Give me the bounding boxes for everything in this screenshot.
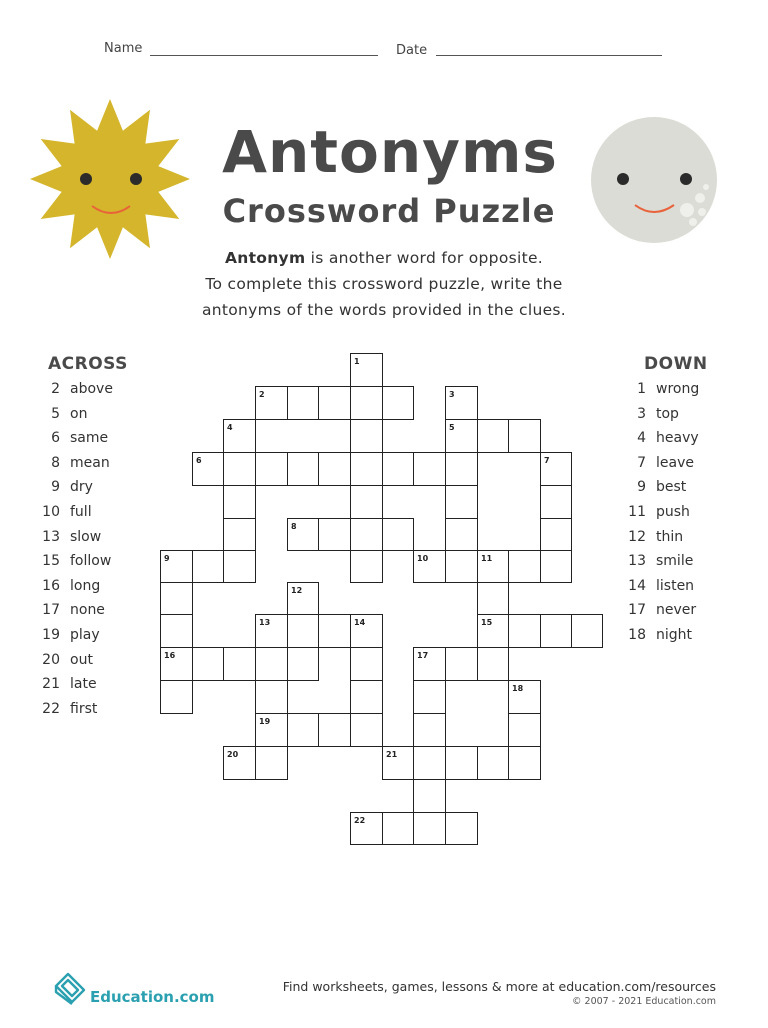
crossword-cell[interactable] [288,714,319,747]
across-clue-word: late [70,676,97,693]
down-clue-number: 7 [637,454,646,471]
clue-number-label: 11 [481,554,493,563]
crossword-cell[interactable] [351,519,383,551]
crossword-cell[interactable] [288,648,319,681]
crossword-cell[interactable] [224,519,256,551]
crossword-cell[interactable] [351,486,383,519]
clue-number-label: 9 [164,554,170,563]
crossword-cell[interactable] [541,519,572,551]
name-label: Name [104,41,143,56]
down-clue-word: listen [656,577,695,594]
crossword-cell[interactable] [224,453,256,486]
crossword-cell[interactable] [383,387,414,420]
clue-number-label: 4 [227,423,233,432]
page-subtitle: Crossword Puzzle [222,192,556,230]
crossword-cell[interactable] [446,648,478,681]
intro-bold-word: Antonym [224,249,306,267]
across-clue-number: 8 [51,454,60,471]
crossword-cell[interactable] [509,615,541,648]
clue-number-label: 8 [291,522,297,531]
clue-number-label: 13 [259,618,271,627]
clue-number-label: 16 [164,651,176,660]
clue-number-label: 20 [227,750,239,759]
crossword-cell[interactable] [351,681,383,714]
crossword-cell[interactable] [478,420,509,453]
crossword-cell[interactable] [351,714,383,747]
down-heading: DOWN [644,354,708,374]
crossword-cell[interactable] [319,453,351,486]
down-clue-word: wrong [656,381,700,397]
across-clue-word: out [70,651,93,668]
across-clue-number: 15 [42,553,60,570]
down-clue-word: heavy [656,430,699,447]
down-clue-word: never [656,602,697,619]
crossword-cell[interactable] [478,648,509,681]
crossword-cell[interactable] [383,813,414,845]
across-clue-number: 16 [42,577,60,594]
crossword-cell[interactable] [319,519,351,551]
across-clue-word: long [70,577,101,594]
across-clue-number: 17 [42,602,60,619]
crossword-cell[interactable] [256,681,288,714]
across-clue-number: 22 [42,700,60,717]
crossword-cell[interactable] [509,420,541,453]
across-clue-number: 21 [42,676,60,693]
crossword-cell[interactable] [288,387,319,420]
down-clue-word: thin [656,528,684,545]
down-clue-word: best [656,479,687,496]
crossword-cell[interactable] [319,387,351,420]
down-clue-word: smile [656,553,694,570]
down-clue-number: 9 [637,479,646,496]
crossword-cell[interactable] [572,615,603,648]
clue-number-label: 5 [449,423,455,432]
crossword-cell[interactable] [256,747,288,780]
crossword-cell[interactable] [319,615,351,648]
crossword-cell[interactable] [414,453,446,486]
crossword-cell[interactable] [351,453,383,486]
across-clue-word: on [70,405,88,422]
clue-number-label: 6 [196,456,202,465]
down-clue-number: 3 [637,405,646,422]
crossword-cell[interactable] [224,648,256,681]
crossword-cell[interactable] [541,615,572,648]
clue-number-label: 10 [417,554,429,563]
crossword-cell[interactable] [224,486,256,519]
across-clue-word: slow [70,528,102,545]
crossword-cell[interactable] [446,519,478,551]
crossword-cell[interactable] [446,551,478,583]
crossword-cell[interactable] [288,453,319,486]
clue-number-label: 21 [386,750,398,759]
page-title: Antonyms [222,118,558,186]
down-clue-word: leave [656,454,694,471]
footer-copyright: © 2007 - 2021 Education.com [572,996,716,1007]
crossword-cell[interactable] [161,615,193,648]
crossword-cell[interactable] [509,747,541,780]
date-label: Date [396,43,428,58]
clue-number-label: 7 [544,456,550,465]
crossword-cell[interactable] [414,780,446,813]
across-clue-number: 10 [42,503,60,520]
crossword-cell[interactable] [351,648,383,681]
crossword-cell[interactable] [383,519,414,551]
across-clue-number: 20 [42,651,60,668]
crossword-cell[interactable] [478,747,509,780]
intro-line-3: antonyms of the words provided in the clues. [201,301,567,319]
across-heading: ACROSS [48,354,128,374]
clue-number-label: 22 [354,816,366,825]
down-clue-number: 4 [637,430,646,447]
across-clue-word: play [70,626,100,643]
education-brand-text[interactable]: Education.com [90,988,215,1006]
clue-number-label: 2 [259,390,265,399]
across-clue-number: 9 [51,479,60,496]
across-clue-word: same [70,430,109,447]
across-clue-word: full [70,503,92,520]
crossword-cell[interactable] [288,615,319,648]
down-clue-number: 12 [628,528,646,545]
crossword-cell[interactable] [414,714,446,747]
across-clue-number: 6 [51,430,60,447]
down-clue-number: 17 [628,602,646,619]
crossword-cell[interactable] [319,714,351,747]
down-clue-number: 11 [628,503,646,520]
down-clue-word: top [656,405,679,422]
crossword-cell[interactable] [414,813,446,845]
clue-number-label: 3 [449,390,455,399]
crossword-cell[interactable] [161,681,193,714]
crossword-cell[interactable] [161,583,193,615]
crossword-cell[interactable] [509,714,541,747]
crossword-cell[interactable] [509,551,541,583]
down-clue-number: 14 [628,577,646,594]
crossword-cell[interactable] [446,813,478,845]
clue-number-label: 19 [259,717,271,726]
crossword-cell[interactable] [414,747,446,780]
crossword-cell[interactable] [256,648,288,681]
clue-number-label: 17 [417,651,429,660]
across-clue-word: first [70,700,98,717]
clue-number-label: 15 [481,618,493,627]
across-clue-word: follow [70,553,112,570]
crossword-cell[interactable] [351,387,383,420]
crossword-cell[interactable] [351,551,383,583]
clue-number-label: 1 [354,357,360,366]
intro-line-2: To complete this crossword puzzle, write the [205,275,563,293]
crossword-cell[interactable] [193,551,224,583]
crossword-cell[interactable] [383,453,414,486]
intro-line-1-rest: is another word for opposite. [305,249,544,267]
clue-number-label: 18 [512,684,524,693]
crossword-cell[interactable] [446,453,478,486]
across-clue-word: none [70,602,105,619]
across-clue-number: 19 [42,626,60,643]
down-clue-number: 1 [637,381,646,397]
clue-number-label: 12 [291,586,303,595]
crossword-cell[interactable] [256,453,288,486]
across-clue-word: mean [70,454,110,471]
down-clue-number: 13 [628,553,646,570]
down-clue-word: push [656,503,690,520]
across-clue-number: 13 [42,528,60,545]
crossword-cell[interactable] [224,551,256,583]
crossword-cell[interactable] [446,747,478,780]
across-clue-number: 2 [51,381,60,397]
crossword-cell[interactable] [193,648,224,681]
clue-number-label: 14 [354,618,366,627]
across-clue-word: dry [70,479,93,496]
crossword-cell[interactable] [478,583,509,615]
down-clue-word: night [656,626,693,643]
across-clue-number: 5 [51,405,60,422]
down-clue-number: 18 [628,626,646,643]
education-logo-icon [52,972,88,1006]
crossword-cell[interactable] [541,551,572,583]
across-clue-word: above [70,381,113,397]
crossword-cell[interactable] [446,486,478,519]
crossword-cell[interactable] [541,486,572,519]
crossword-cell[interactable] [414,681,446,714]
footer-resources-text: Find worksheets, games, lessons & more at education.com/resources [282,979,716,994]
crossword-cell[interactable] [351,420,383,453]
